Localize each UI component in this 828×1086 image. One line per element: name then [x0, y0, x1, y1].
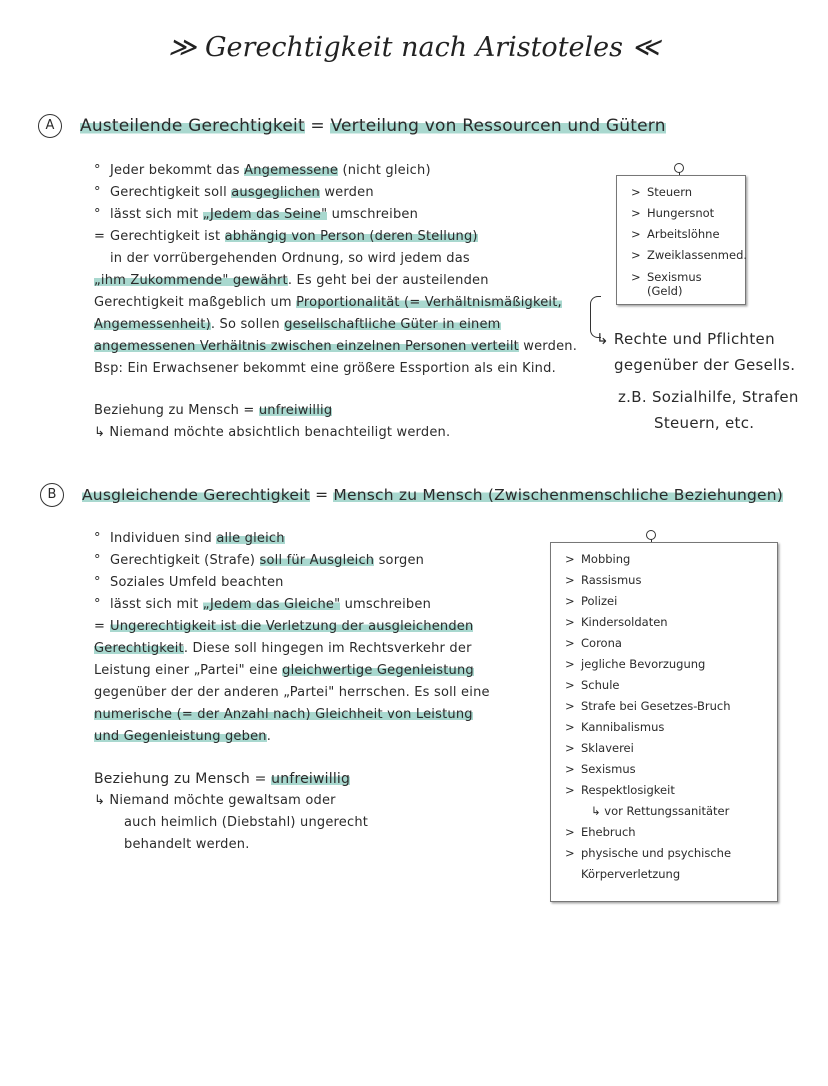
chevron-right-icon: > — [565, 720, 575, 734]
list-item: > Kindersoldaten — [565, 612, 777, 633]
section-a-definition: Verteilung von Ressourcen und Gütern — [330, 116, 666, 136]
list-item: = Gerechtigkeit ist abhängig von Person (deren Stellung) — [94, 226, 594, 248]
chevron-right-icon: > — [565, 594, 575, 608]
section-a-marker: A — [38, 114, 62, 138]
list-item: ° Individuen sind alle gleich — [94, 528, 534, 550]
section-a-term: Austeilende Gerechtigkeit — [80, 116, 305, 136]
list-item: > Ehebruch — [565, 822, 777, 843]
relation-line: Beziehung zu Mensch = unfreiwillig — [94, 771, 351, 787]
bullet: ° — [94, 207, 101, 222]
text-line: Gerechtigkeit maßgeblich um Proportionalität (= Verhältnismäßigkeit, — [94, 295, 562, 310]
chevron-right-icon: > — [565, 636, 575, 650]
bullet: ° — [94, 575, 101, 590]
chevron-right-icon: > — [565, 615, 575, 629]
text-line: numerische (= der Anzahl nach) Gleichheit von Leistung — [94, 707, 473, 722]
chevron-right-icon: > — [565, 762, 575, 776]
bullet: ° — [94, 163, 101, 178]
chevron-right-icon: > — [565, 552, 575, 566]
text-line: angemessenen Verhältnis zwischen einzelnen Personen verteilt werden. — [94, 339, 578, 354]
bullet: ° — [94, 185, 101, 200]
chevron-right-icon: > — [565, 573, 575, 587]
list-item: > Arbeitslöhne — [631, 224, 745, 245]
text-line: gegenüber der der anderen „Partei" herrschen. Es soll eine — [94, 685, 490, 700]
list-item: > Kannibalismus — [565, 717, 777, 738]
list-item: > Hungersnot — [631, 203, 745, 224]
chevron-right-icon: > — [565, 846, 575, 860]
chevron-right-icon: > — [565, 678, 575, 692]
section-b-examples-box — [550, 542, 778, 902]
page-title: ≫ Gerechtigkeit nach Aristoteles ≪ — [168, 32, 660, 63]
chevron-right-icon: > — [565, 657, 575, 671]
list-item: > Polizei — [565, 591, 777, 612]
section-a-body — [94, 160, 594, 444]
section-b-body — [94, 528, 534, 856]
list-item-continuation: (Geld) — [647, 284, 683, 298]
list-item: ° lässt sich mit „Jedem das Seine" umschreiben — [94, 204, 594, 226]
list-item: > Steuern — [631, 182, 745, 203]
section-b-eq: = — [309, 485, 334, 504]
list-item: > Zweiklassenmed. — [631, 245, 745, 266]
list-item-continuation: Körperverletzung — [581, 867, 681, 881]
text-line: Leistung einer „Partei" eine gleichwertige Gegenleistung — [94, 663, 474, 678]
relation-subline: auch heimlich (Diebstahl) ungerecht — [124, 815, 369, 830]
chevron-right-icon: > — [631, 206, 641, 220]
bullet: ° — [94, 553, 101, 568]
list-item: > Sexismus — [565, 759, 777, 780]
list-item: ° Jeder bekommt das Angemessene (nicht gleich) — [94, 160, 594, 182]
chevron-right-icon: > — [631, 185, 641, 199]
chevron-right-icon: > — [631, 227, 641, 241]
list-item: > Mobbing — [565, 549, 777, 570]
list-item: > Sexismus — [631, 270, 702, 284]
list-item: > Respektlosigkeit — [565, 780, 777, 801]
list-item: > Strafe bei Gesetzes-Bruch — [565, 696, 777, 717]
list-item: ° Soziales Umfeld beachten — [94, 572, 534, 594]
section-a-examples-box — [616, 175, 746, 305]
chevron-right-icon: > — [565, 783, 575, 797]
relation-subline: behandelt werden. — [124, 837, 250, 852]
text-line: „ihm Zukommende" gewährt. Es geht bei der austeilenden — [94, 273, 489, 288]
section-a-heading — [38, 114, 666, 138]
list-item-sub: ↳ vor Rettungssanitäter — [591, 804, 730, 818]
list-item: > Rassismus — [565, 570, 777, 591]
text-line: Gerechtigkeit. Diese soll hingegen im Rechtsverkehr der — [94, 641, 472, 656]
equals-mark: = — [94, 229, 106, 244]
list-item: > physische und psychische — [565, 843, 777, 864]
equals-mark: = — [94, 619, 106, 634]
list-item: > jegliche Bevorzugung — [565, 654, 777, 675]
list-item: = Ungerechtigkeit ist die Verletzung der ausgleichenden — [94, 616, 534, 638]
chevron-right-icon: > — [565, 741, 575, 755]
list-item: ° Gerechtigkeit soll ausgeglichen werden — [94, 182, 594, 204]
chevron-right-icon: > — [631, 270, 641, 284]
section-b-definition: Mensch zu Mensch (Zwischenmenschliche Beziehungen) — [333, 485, 784, 504]
list-item: > Corona — [565, 633, 777, 654]
relation-subline: ↳ Niemand möchte gewaltsam oder — [94, 793, 336, 808]
text-line: und Gegenleistung geben. — [94, 729, 272, 744]
bullet: ° — [94, 597, 101, 612]
relation-line: Beziehung zu Mensch = unfreiwillig — [94, 403, 333, 418]
section-b-heading — [40, 483, 783, 507]
list-item: > Schule — [565, 675, 777, 696]
chevron-right-icon: > — [565, 825, 575, 839]
section-b-term: Ausgleichende Gerechtigkeit — [82, 485, 310, 504]
section-a-eq: = — [304, 116, 331, 136]
example-line: Bsp: Ein Erwachsener bekommt eine größere Essportion als ein Kind. — [94, 361, 556, 376]
list-item: ° Gerechtigkeit (Strafe) soll für Ausgleich sorgen — [94, 550, 534, 572]
text-line: in der vorrübergehenden Ordnung, so wird jedem das — [110, 251, 470, 266]
text-line: Angemessenheit). So sollen gesellschaftliche Güter in einem — [94, 317, 501, 332]
note-rights: ↳ Rechte und Pflichten gegenüber der Gesells. z.B. Sozialhilfe, Strafen Steuern, etc. — [596, 330, 799, 432]
chevron-right-icon: > — [631, 248, 641, 262]
relation-subline: ↳ Niemand möchte absichtlich benachteiligt werden. — [94, 425, 451, 440]
bullet: ° — [94, 531, 101, 546]
list-item: > Sklaverei — [565, 738, 777, 759]
chevron-right-icon: > — [565, 699, 575, 713]
list-item: ° lässt sich mit „Jedem das Gleiche" umschreiben — [94, 594, 534, 616]
section-b-marker: B — [40, 483, 64, 507]
